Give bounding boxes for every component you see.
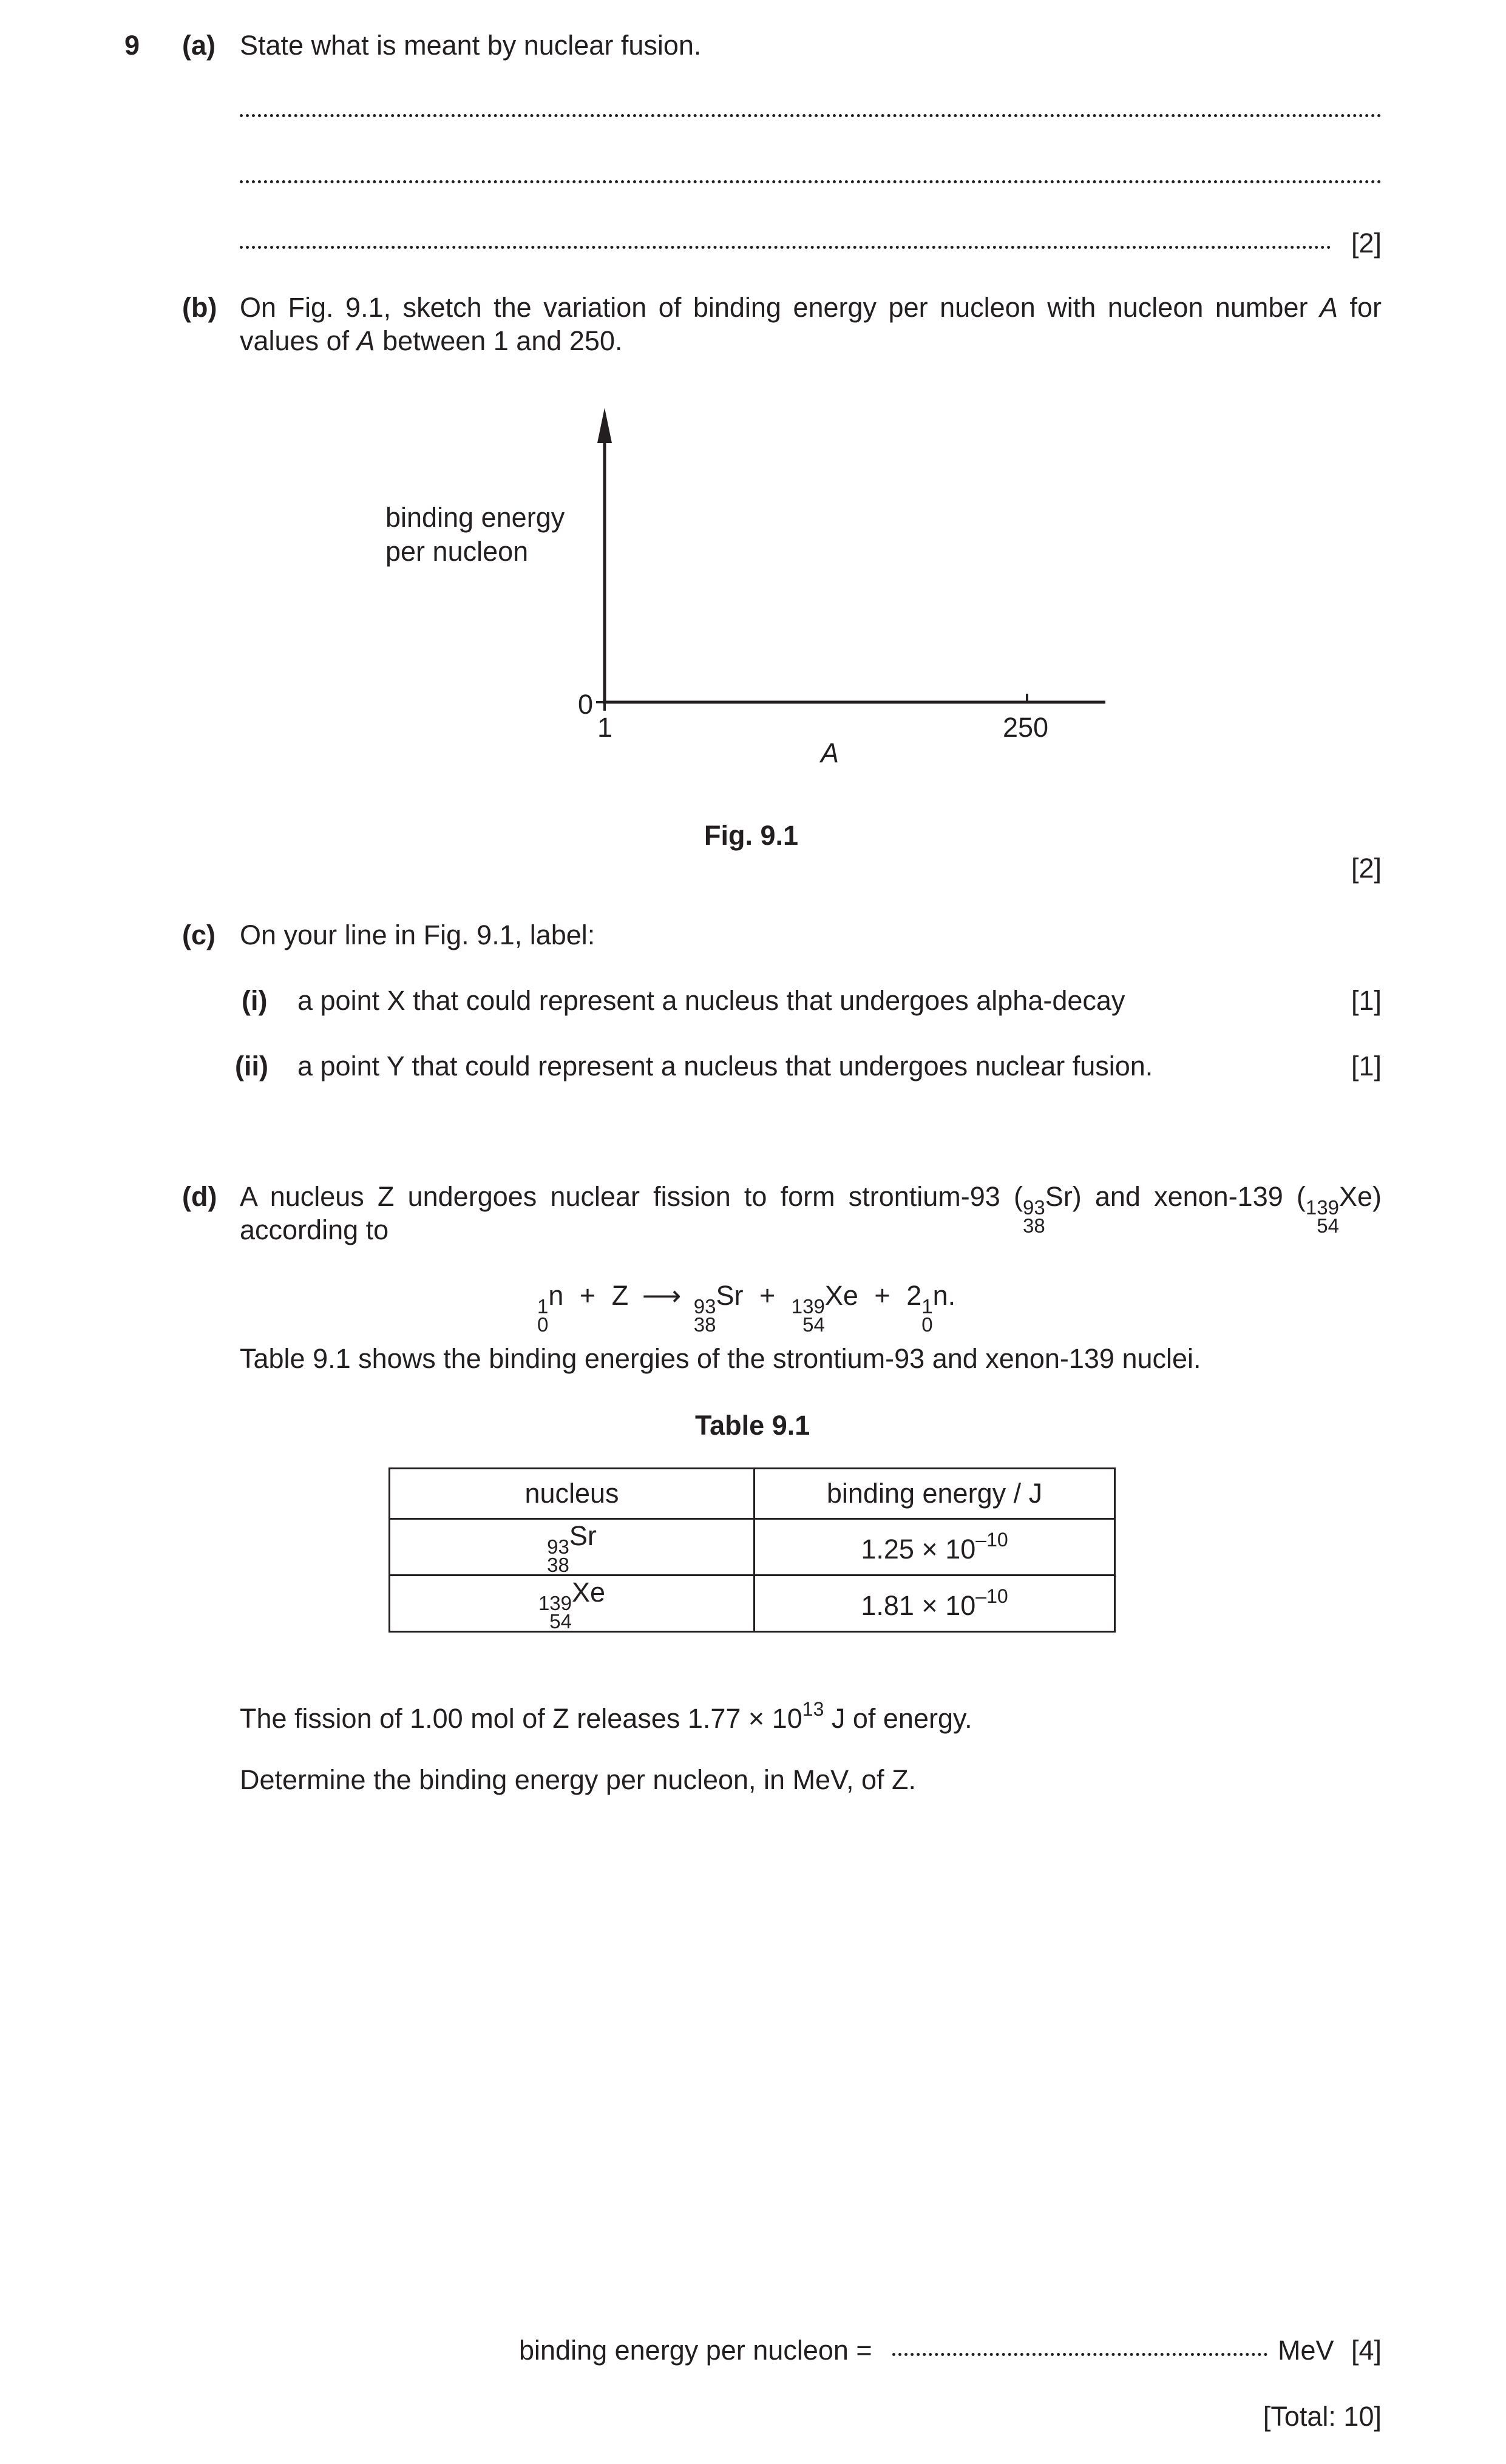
part-c-ii-text: a point Y that could represent a nucleus that undergoes nuclear fusion. xyxy=(297,1051,1153,1081)
question-number: 9 xyxy=(124,30,140,61)
fission-energy-exponent: 13 xyxy=(802,1698,824,1720)
sr-energy-mantissa: 1.25 × 10 xyxy=(861,1534,976,1565)
part-c-label: (c) xyxy=(182,919,215,950)
table-xe-atomic-number: 54 xyxy=(549,1610,572,1633)
part-d-label: (d) xyxy=(182,1181,217,1212)
eq-neutron-mass-number: 1 xyxy=(921,1295,933,1318)
fission-text-2: J of energy. xyxy=(824,1703,972,1734)
table-sr-atomic-number: 38 xyxy=(547,1554,569,1576)
part-b-text-1: On Fig. 9.1, sketch the variation of binding energy per nucleon with nucleon number xyxy=(240,292,1320,323)
part-b-label: (b) xyxy=(182,292,217,323)
fission-text-1: The fission of 1.00 mol of Z releases 1.77 × 10 xyxy=(240,1703,802,1734)
eq-neutron-atomic-number: 0 xyxy=(921,1313,933,1336)
eq-neutron-isotope-notation xyxy=(921,1295,933,1336)
eq-sr-atomic-number: 38 xyxy=(693,1313,716,1336)
y-origin-label: 0 xyxy=(578,689,594,720)
xe-mass-number: 139 xyxy=(1305,1196,1339,1219)
figure-ylabel-line1: binding energy xyxy=(385,502,565,533)
eq-xe-symbol: Xe xyxy=(824,1280,858,1311)
part-b-text-3: values of xyxy=(240,325,357,356)
part-d-determine: Determine the binding energy per nucleon, in MeV, of Z. xyxy=(240,1764,916,1795)
part-a-label: (a) xyxy=(182,30,215,61)
sr-isotope-notation xyxy=(1022,1196,1045,1237)
xe-energy-mantissa: 1.81 × 10 xyxy=(861,1590,976,1621)
part-c-i-marks: [1] xyxy=(1351,985,1382,1016)
total-marks: [Total: 10] xyxy=(1263,2401,1382,2432)
table-xe-isotope-notation xyxy=(538,1594,572,1631)
table-cell-energy-sr xyxy=(755,1519,1115,1576)
table-xe-symbol: Xe xyxy=(572,1577,606,1608)
part-c-question: On your line in Fig. 9.1, label: xyxy=(240,919,595,950)
table-cell-nucleus-xe xyxy=(390,1576,755,1632)
eq-plus-3: + xyxy=(874,1280,890,1311)
answer-line-a1[interactable] xyxy=(240,114,1382,117)
part-b-text-4: between 1 and 250. xyxy=(375,325,623,356)
x-start-label: 1 xyxy=(597,712,613,743)
table-cell-energy-xe xyxy=(755,1576,1115,1632)
table-cell-nucleus-sr xyxy=(390,1519,755,1576)
table-sr-mass-number: 93 xyxy=(547,1535,569,1558)
part-b-question-line2 xyxy=(240,325,622,357)
table-title: Table 9.1 xyxy=(695,1410,810,1441)
nucleon-number-var-2: A xyxy=(356,325,375,356)
figure-caption: Fig. 9.1 xyxy=(704,820,799,851)
eq-xe-atomic-number: 54 xyxy=(802,1313,825,1336)
eq-end: . xyxy=(948,1280,956,1311)
eq-neutron-symbol: n xyxy=(932,1280,948,1311)
table-sr-isotope-notation xyxy=(547,1535,569,1576)
answer-line-a3[interactable] xyxy=(240,246,1331,249)
table-header-row xyxy=(390,1469,1115,1519)
part-c-ii-marks: [1] xyxy=(1351,1051,1382,1081)
part-a-marks: [2] xyxy=(1351,228,1382,259)
table-xe-mass-number: 139 xyxy=(538,1592,572,1614)
x-axis-label: A xyxy=(821,737,839,768)
table-row xyxy=(390,1519,1115,1576)
eq-plus-2: + xyxy=(759,1280,776,1311)
eq-xe-mass-number: 139 xyxy=(791,1295,825,1318)
part-b-marks: [2] xyxy=(1351,853,1382,884)
eq-xe-isotope-notation xyxy=(791,1295,825,1336)
neutron-mass-number: 1 xyxy=(537,1295,549,1318)
figure-axes[interactable] xyxy=(571,407,1117,722)
neutron-isotope-notation xyxy=(537,1295,549,1336)
table-row xyxy=(390,1576,1115,1632)
xe-atomic-number: 54 xyxy=(1317,1214,1339,1237)
answer-line-d[interactable] xyxy=(892,2353,1267,2356)
eq-sr-symbol: Sr xyxy=(716,1280,744,1311)
table-sr-symbol: Sr xyxy=(569,1520,597,1551)
neutron-atomic-number: 0 xyxy=(537,1313,549,1336)
eq-sr-mass-number: 93 xyxy=(693,1295,716,1318)
answer-unit: MeV xyxy=(1278,2335,1334,2366)
figure-ylabel-line2: per nucleon xyxy=(385,536,529,567)
part-b-question-line1 xyxy=(240,291,1382,324)
binding-energy-table xyxy=(388,1467,1116,1633)
neutron-symbol: n xyxy=(548,1280,564,1311)
xe-isotope-notation xyxy=(1305,1196,1339,1237)
eq-neutron-coefficient: 2 xyxy=(906,1280,922,1311)
part-d-intro-text-3: Xe) xyxy=(1338,1181,1382,1212)
part-c-ii-label: (ii) xyxy=(235,1051,268,1081)
part-d-marks: [4] xyxy=(1351,2335,1382,2366)
sr-energy-exponent: –10 xyxy=(975,1529,1008,1551)
part-a-question: State what is meant by nuclear fusion. xyxy=(240,30,702,61)
fission-energy-statement xyxy=(240,1697,972,1735)
part-d-intro-line1 xyxy=(240,1180,1382,1235)
part-d-intro-text-2: Sr) and xenon-139 ( xyxy=(1045,1181,1306,1212)
answer-label: binding energy per nucleon = xyxy=(519,2335,872,2366)
nucleon-number-var: A xyxy=(1319,292,1338,323)
table-header-binding-energy: binding energy / J xyxy=(755,1469,1115,1519)
sr-atomic-number: 38 xyxy=(1022,1214,1045,1237)
part-c-i-label: (i) xyxy=(242,985,268,1016)
sr-mass-number: 93 xyxy=(1022,1196,1045,1219)
eq-sr-isotope-notation xyxy=(693,1295,716,1336)
eq-arrow: ⟶ xyxy=(642,1280,682,1311)
xe-energy-exponent: –10 xyxy=(975,1585,1008,1607)
fission-equation xyxy=(537,1279,955,1334)
table-header-nucleus: nucleus xyxy=(390,1469,755,1519)
table-intro: Table 9.1 shows the binding energies of the strontium-93 and xenon-139 nuclei. xyxy=(240,1343,1201,1374)
answer-line-a2[interactable] xyxy=(240,180,1382,183)
part-d-intro-line2: according to xyxy=(240,1214,389,1245)
part-c-i-text: a point X that could represent a nucleus that undergoes alpha-decay xyxy=(297,985,1125,1016)
eq-nucleus-z: Z xyxy=(611,1280,629,1311)
part-d-intro-text-1: A nucleus Z undergoes nuclear fission to form strontium-93 ( xyxy=(240,1181,1023,1212)
part-b-text-2: for xyxy=(1337,292,1382,323)
eq-plus-1: + xyxy=(579,1280,596,1311)
x-end-label: 250 xyxy=(1003,712,1049,743)
